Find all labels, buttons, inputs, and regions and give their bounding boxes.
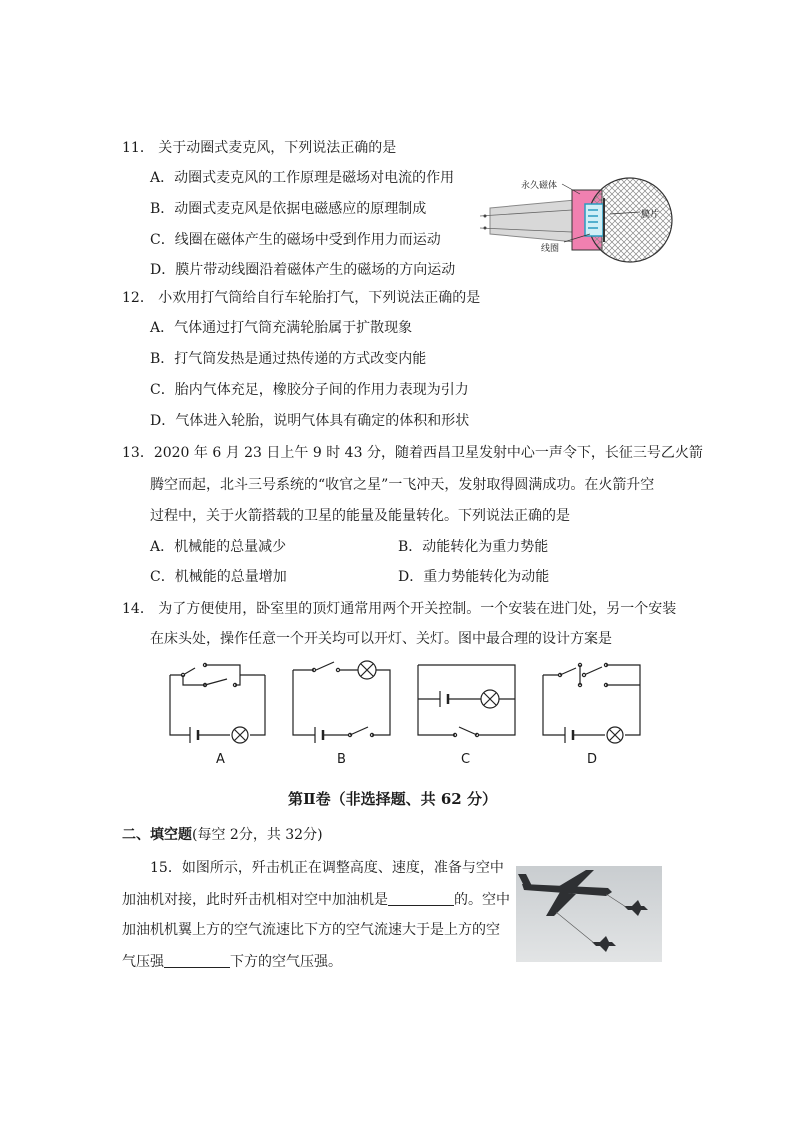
q14-stem-line2: 在床头处，操作任意一个开关均可以开灯、关灯。图中最合理的设计方案是 bbox=[150, 631, 612, 647]
q15-blank-1[interactable] bbox=[388, 890, 454, 906]
circuit-a-label: A bbox=[216, 752, 225, 767]
label-coil: 线圈 bbox=[541, 244, 560, 254]
circuit-d-label: D bbox=[587, 752, 598, 767]
microphone-figure bbox=[480, 170, 680, 270]
q13-option-b: B．动能转化为重力势能 bbox=[398, 539, 549, 555]
q11-option-a: A．动圈式麦克风的工作原理是磁场对电流的作用 bbox=[150, 170, 455, 186]
q11-option-d: D．膜片带动线圈沿着磁体产生的磁场的方向运动 bbox=[150, 262, 456, 278]
q12-option-a: A．气体通过打气筒充满轮胎属于扩散现象 bbox=[150, 320, 413, 336]
q15-blank-2[interactable] bbox=[164, 952, 230, 968]
q15-line4-tail: 下方的空气压强。 bbox=[230, 954, 342, 970]
q15-line3: 加油机机翼上方的空气流速比下方的空气流速大于是上方的空 bbox=[122, 922, 500, 938]
q11-stem: 11． 关于动圈式麦克风，下列说法正确的是 bbox=[122, 140, 397, 156]
q12-option-d: D．气体进入轮胎，说明气体具有确定的体积和形状 bbox=[150, 413, 470, 429]
section2-heading: 二、填空题 bbox=[122, 827, 192, 843]
section2-note: (每空 2分，共 32分) bbox=[192, 827, 323, 843]
refueling-aircraft-photo bbox=[516, 866, 662, 962]
circuit-c bbox=[415, 655, 520, 750]
q15-line2-tail: 的。空中 bbox=[454, 892, 510, 908]
q12-option-c: C．胎内气体充足，橡胶分子间的作用力表现为引力 bbox=[150, 382, 469, 398]
q15-line4 bbox=[122, 952, 342, 971]
circuit-c-label: C bbox=[461, 752, 471, 767]
q11-option-c: C．线圈在磁体产生的磁场中受到作用力而运动 bbox=[150, 232, 441, 248]
q15-line2 bbox=[122, 890, 510, 909]
q15-line4-text: 气压强 bbox=[122, 954, 164, 970]
circuit-d bbox=[540, 655, 645, 750]
section2-heading-row bbox=[122, 826, 323, 844]
q13-stem-line3: 过程中，关于火箭搭载的卫星的能量及能量转化。下列说法正确的是 bbox=[150, 508, 570, 524]
label-permanent-magnet: 永久磁体 bbox=[521, 181, 558, 191]
circuit-b-label: B bbox=[337, 752, 346, 767]
q14-stem-line1: 14． 为了方便使用，卧室里的顶灯通常用两个开关控制。一个安装在进门处，另一个安装 bbox=[122, 601, 677, 617]
q11-option-b: B．动圈式麦克风是依据电磁感应的原理制成 bbox=[150, 201, 427, 217]
q13-option-c: C．机械能的总量增加 bbox=[150, 569, 287, 585]
q12-option-b: B．打气筒发热是通过热传递的方式改变内能 bbox=[150, 351, 427, 367]
q15-line2-text: 加油机对接，此时歼击机相对空中加油机是 bbox=[122, 892, 388, 908]
circuit-b bbox=[290, 655, 395, 750]
label-diaphragm: 膜片 bbox=[641, 210, 660, 220]
q13-stem-line2: 腾空而起，北斗三号系统的“收官之星”一飞冲天，发射取得圆满成功。在火箭升空 bbox=[150, 477, 655, 493]
q13-stem-line1: 13．2020 年 6 月 23 日上午 9 时 43 分，随着西昌卫星发射中心一声令下，长征三号乙火箭 bbox=[122, 445, 703, 461]
part2-title: 第Ⅱ卷（非选择题、共 62 分） bbox=[288, 790, 497, 808]
q15-line1: 15．如图所示，歼击机正在调整高度、速度，准备与空中 bbox=[150, 860, 504, 876]
circuit-a bbox=[165, 655, 270, 750]
q12-stem: 12． 小欢用打气筒给自行车轮胎打气，下列说法正确的是 bbox=[122, 290, 481, 306]
q13-option-d: D．重力势能转化为动能 bbox=[398, 569, 550, 585]
q13-option-a: A．机械能的总量减少 bbox=[150, 539, 287, 555]
